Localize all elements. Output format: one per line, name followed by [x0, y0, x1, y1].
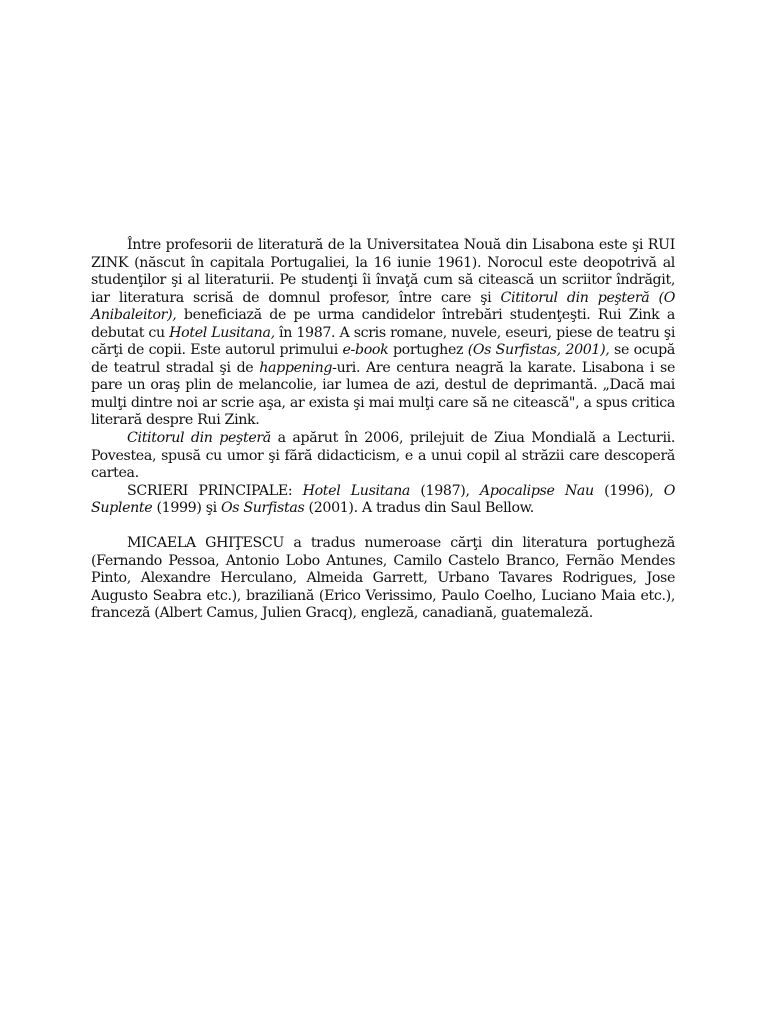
italic-text-run: Hotel Lusitana [302, 482, 411, 499]
italic-text-run: Hotel Lusitana, [169, 324, 275, 341]
italic-text-run: Cititorul din peşteră [127, 430, 271, 447]
text-run: se ocupă de teatrul stradal şi de [91, 342, 675, 376]
paragraph-spacer [91, 518, 675, 536]
text-run: (1999) şi [152, 500, 221, 517]
text-run: (2001). A tradus din Saul Bellow. [304, 500, 534, 517]
text-run: SCRIERI PRINCIPALE: [127, 482, 303, 499]
italic-text-run: e-book [342, 342, 389, 359]
italic-text-run: happening [259, 359, 333, 376]
italic-text-run: O Suplente [91, 482, 675, 517]
text-run: în 1987. A scris romane, nuvele, eseuri, piese de teatru şi cărţi de copii. Este autorul primului [91, 324, 676, 359]
document-body [91, 237, 675, 623]
paragraph-cititorul [91, 430, 675, 483]
text-run: (1996), [593, 482, 664, 499]
italic-text-run: (Os Surfistas, 2001), [467, 342, 610, 359]
text-run: a apărut în 2006, prilejuit de Ziua Mondială a Lecturii. Povestea, spusă cu umor şi fără didacticism, e a unui copil al străzii care descoperă cartea. [91, 430, 675, 482]
paragraph-scrieri [91, 483, 675, 518]
text-run: MICAELA GHIŢESCU a tradus numeroase cărţi din literatura portugheză (Fernando Pessoa, Antonio Lobo Antunes, Camilo Castelo Branco, Fernão Mendes Pinto, Alexandre Herculano, Almeida Garrett, Urbano Tavares Rodrigues, Jose Augusto Seabra etc.), braziliană (Erico Verissimo, Paulo Coelho, Luciano Maia etc.), franceză (Albert Camus, Julien Gracq), engleză, canadiană, guatemaleză. [91, 535, 675, 622]
italic-text-run: Apocalipse Nau [479, 482, 594, 499]
paragraph-intro [91, 237, 675, 430]
paragraph-translator [91, 535, 675, 623]
text-run: portughez [388, 342, 468, 359]
text-run: (1987), [410, 482, 480, 499]
italic-text-run: Os Surfistas [221, 500, 305, 517]
italic-text-run: Cititorul din peşteră (O Anibaleitor), [91, 289, 675, 324]
text-run: -uri. Are centura neagră la karate. Lisabona i se pare un oraş plin de melancolie, iar lumea de azi, destul de deprimantă. „Dacă mai mulţi dintre noi ar scrie aşa, ar exista şi mai mulţi care să ne citească", a spus critica literară despre Rui Zink. [91, 359, 675, 429]
text-run: beneficiază de pe urma candidelor întrebări studenţeşti. Rui Zink a debutat cu [91, 307, 675, 341]
text-run: Între profesorii de literatură de la Universitatea Nouă din Lisabona este şi RUI ZINK (născut în capitala Portugaliei, la 16 iunie 1961). Norocul este deopotrivă al studenţilor şi al literaturii. Pe studenţi îi învaţă cum să citească un scriitor îndrăgit, iar literatura scrisă de domnul profesor, între care şi [91, 237, 675, 306]
